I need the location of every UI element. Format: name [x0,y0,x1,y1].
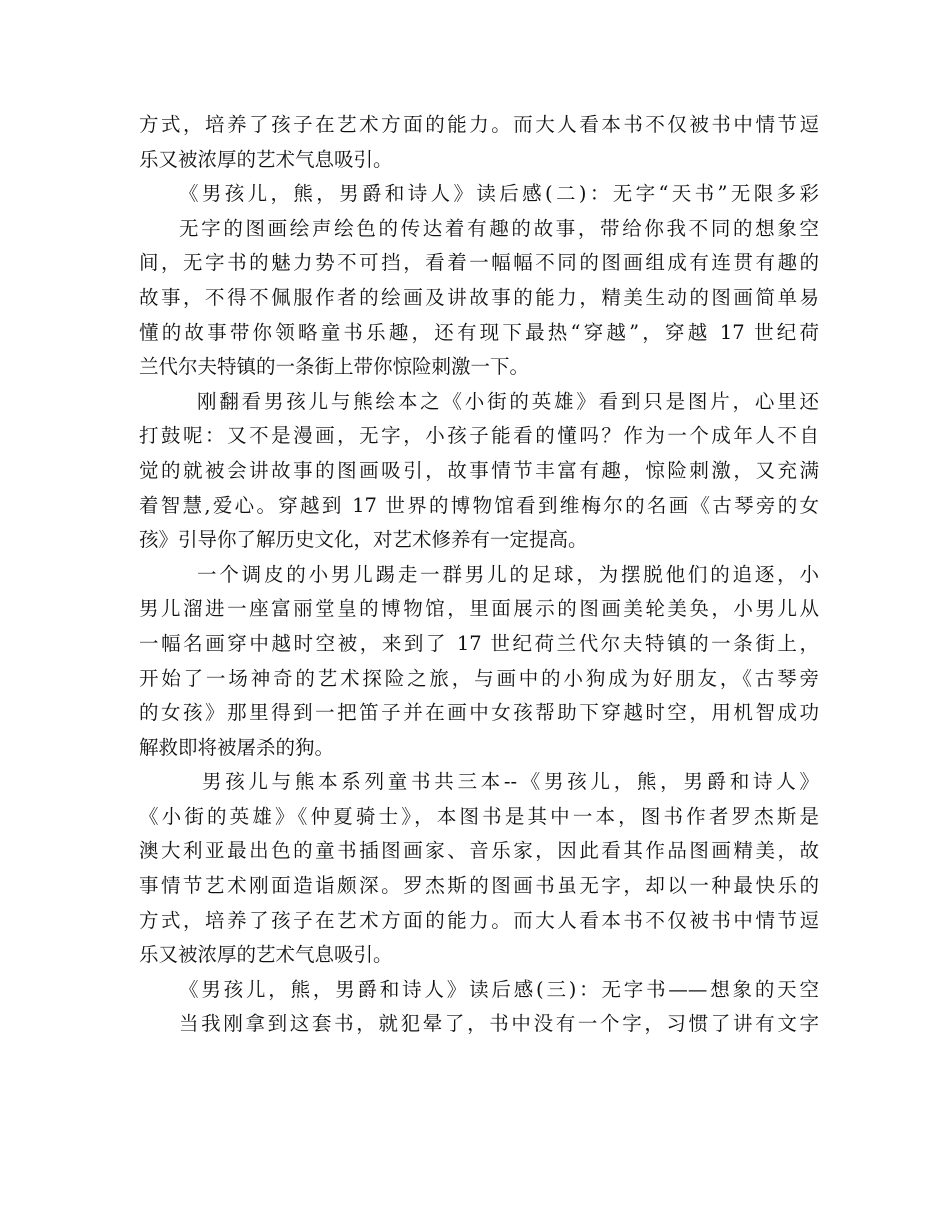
text-line: 一幅名画穿中越时空被，来到了 17 世纪荷兰代尔夫特镇的一条街上， [139,631,819,655]
text-line: 着智慧,爱心。穿越到 17 世界的博物馆看到维梅尔的名画《古琴旁的女 [139,493,819,517]
text-line: 的女孩》那里得到一把笛子并在画中女孩帮助下穿越时空，用机智成功 [139,701,819,725]
text-line: 男儿溜进一座富丽堂皇的博物馆，里面展示的图画美轮美奂，小男儿从 [139,597,819,621]
text-line: 无字的图画绘声绘色的传达着有趣的故事，带给你我不同的想象空 [179,216,819,240]
text-line: 一个调皮的小男儿踢走一群男儿的足球，为摆脱他们的追逐，小 [197,562,819,586]
text-line: 兰代尔夫特镇的一条街上带你惊险刺激一下。 [139,355,530,379]
text-line: 解救即将被屠杀的狗。 [139,735,335,759]
text-line: 澳大利亚最出色的童书插图画家、音乐家，因此看其作品图画精美，故 [139,839,819,863]
text-line: 当我刚拿到这套书，就犯晕了，书中没有一个字，习惯了讲有文字 [179,1012,819,1036]
text-line: 懂的故事带你领略童书乐趣，还有现下最热“穿越”，穿越 17 世纪荷 [139,320,819,344]
text-line: 方式，培养了孩子在艺术方面的能力。而大人看本书不仅被书中情节逗 [139,908,819,932]
text-line: 男孩儿与熊本系列童书共三本--《男孩儿，熊，男爵和诗人》 [202,770,819,794]
text-line: 乐又被浓厚的艺术气息吸引。 [139,943,393,967]
text-line: 方式，培养了孩子在艺术方面的能力。而大人看本书不仅被书中情节逗 [139,113,819,136]
body-text [139,108,819,1042]
text-line: 乐又被浓厚的艺术气息吸引。 [139,147,393,171]
text-line: 《小街的英雄》《仲夏骑士》，本图书是其中一本，图书作者罗杰斯是 [139,804,819,828]
section-heading: 《男孩儿，熊，男爵和诗人》读后感(三)：无字书——想象的天空 [179,977,819,1001]
text-line: 觉的就被会讲故事的图画吸引，故事情节丰富有趣，惊险刺激，又充满 [139,458,819,482]
text-line: 打鼓呢：又不是漫画，无字，小孩子能看的懂吗？作为一个成年人不自 [139,424,819,448]
section-heading: 《男孩儿，熊，男爵和诗人》读后感(二)：无字“天书”无限多彩 [179,182,819,206]
text-line: 刚翻看男孩儿与熊绘本之《小街的英雄》看到只是图片，心里还 [197,389,819,413]
text-line: 事情节艺术刚面造诣颇深。罗杰斯的图画书虽无字，却以一种最快乐的 [139,874,819,898]
text-line: 孩》引导你了解历史文化，对艺术修养有一定提高。 [139,528,588,552]
text-line: 开始了一场神奇的艺术探险之旅，与画中的小狗成为好朋友，《古琴旁 [139,666,819,690]
text-line: 间，无字书的魅力势不可挡，看着一幅幅不同的图画组成有连贯有趣的 [139,251,819,275]
text-line: 故事，不得不佩服作者的绘画及讲故事的能力，精美生动的图画简单易 [139,285,819,309]
